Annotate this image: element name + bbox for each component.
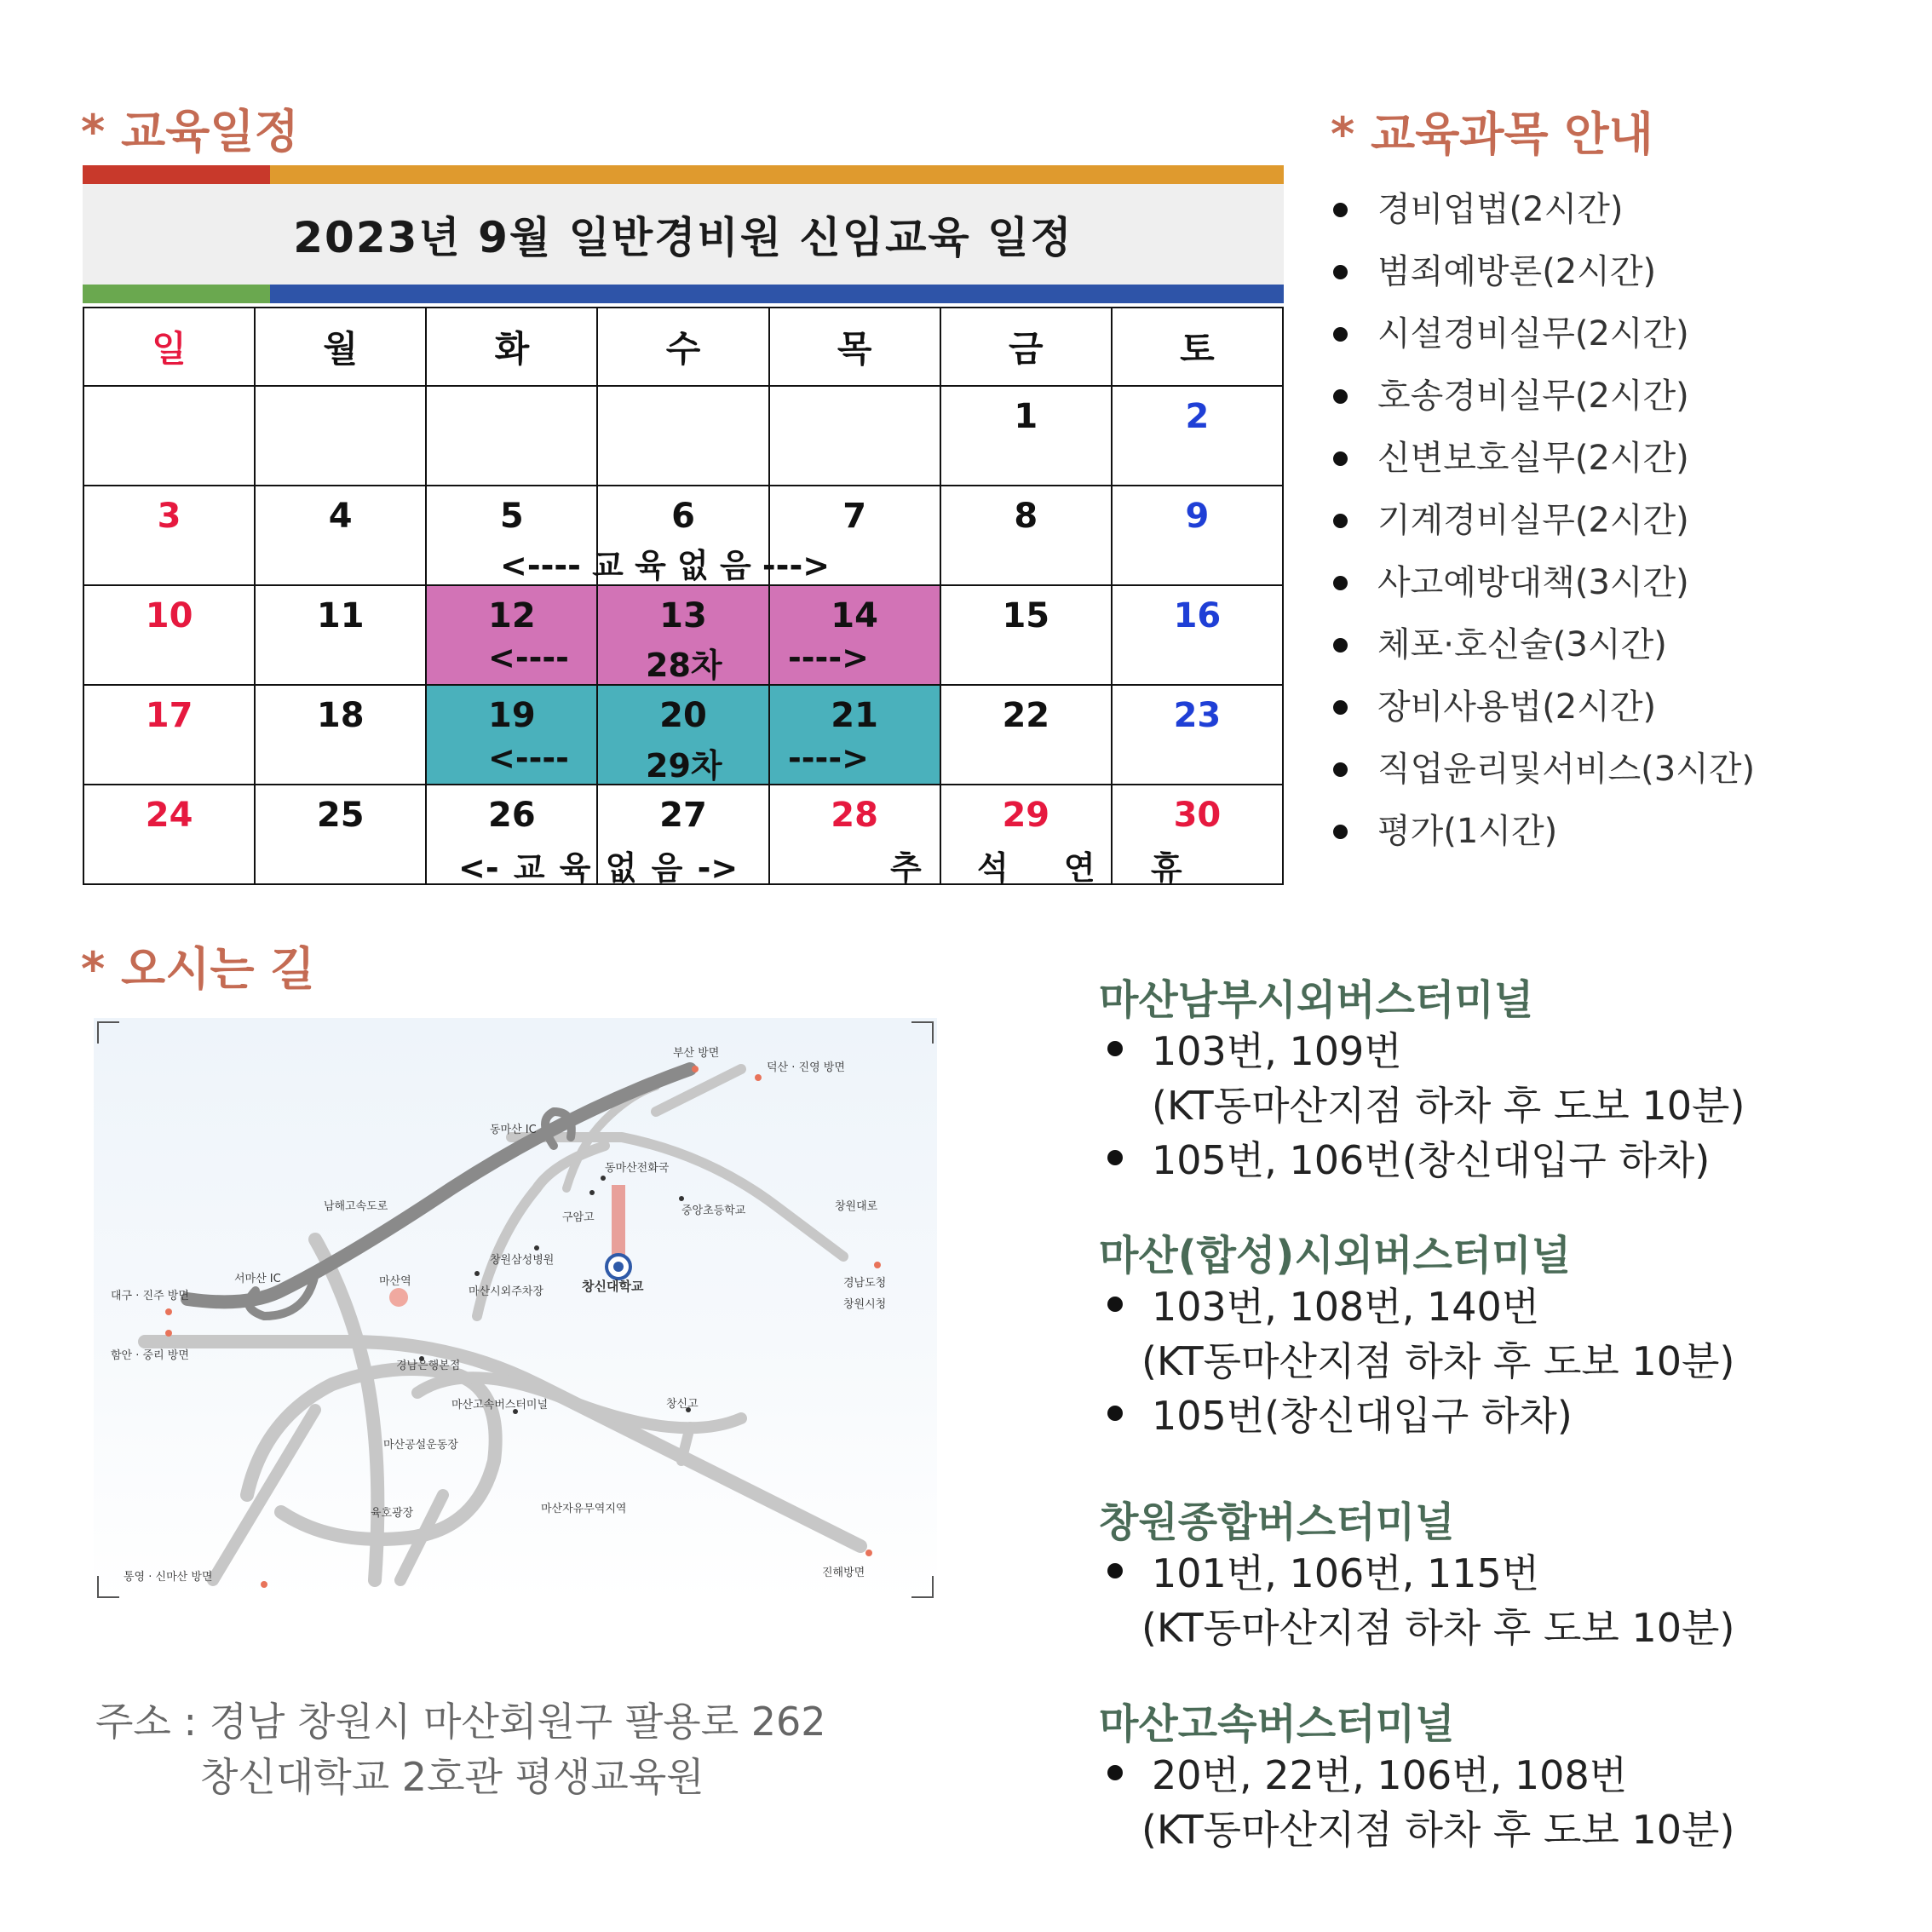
day-cell [1112,386,1283,486]
map-label: 덕산 · 진영 방면 [767,1061,845,1074]
session-29-arrow-right: ----> [788,739,869,777]
map-label: 마산공설운동장 [383,1439,458,1452]
map-label: 창신고 [666,1398,699,1411]
day-cell [1112,486,1283,585]
map-canvas [94,1018,937,1601]
day-cell [940,386,1112,486]
weekday-fri: 금 [940,308,1112,386]
terminal-title: 마산남부시외버스터미널 [1099,976,1534,1024]
day-number: 11 [316,596,365,635]
day-cell [769,386,940,486]
weekday-thu: 목 [769,308,940,386]
day-number: 3 [157,497,181,536]
map-label: 대구 · 진주 방면 [111,1290,189,1302]
bus-note: (KT동마산지점 하차 후 도보 10분) [1141,1605,1735,1651]
weekday-tue: 화 [426,308,597,386]
bus-lines: 101번, 106번, 115번 [1152,1550,1540,1596]
map-label: 서마산 IC [234,1273,281,1285]
day-number: 14 [831,596,878,635]
day-number: 18 [316,696,365,735]
calendar-top-bar [83,165,1284,184]
day-cell [83,486,255,585]
day-number: 1 [1014,397,1038,436]
subjects-heading: * 교육과목 안내 [1331,107,1653,161]
day-number: 9 [1185,497,1210,536]
map-label: 마산자유무역지역 [541,1503,627,1515]
day-cell [255,486,426,585]
day-number: 20 [659,696,707,735]
day-cell [940,486,1112,585]
day-cell [426,386,597,486]
day-number: 15 [1002,596,1050,635]
weekday-row [83,308,1283,386]
calendar-bottom-bar [83,285,1284,303]
map-label: 동마산전화국 [605,1162,670,1175]
subject-item: 호송경비실무(2시간) [1333,372,1755,434]
subject-item: 경비업법(2시간) [1333,186,1755,248]
map-label: 마산고속버스터미널 [451,1399,549,1412]
calendar-grid [83,307,1284,885]
session-28-label: 28차 [646,647,722,684]
weekday-sun: 일 [83,308,255,386]
day-number: 6 [671,497,695,536]
session-28-arrow-left: <---- [488,639,569,676]
day-cell [83,785,255,884]
map-label: 통영 · 신마산 방면 [124,1571,213,1584]
day-cell [83,585,255,685]
route-to-university [612,1185,625,1256]
map-label: 구암고 [562,1211,595,1224]
day-number: 28 [831,796,878,835]
subject-item: 직업윤리및서비스(3시간) [1333,745,1755,808]
day-number: 22 [1002,696,1050,735]
address-line-2: 창신대학교 2호관 평생교육원 [200,1754,704,1800]
bus-note: (KT동마산지점 하차 후 도보 10분) [1141,1807,1735,1853]
map-label: 창원삼성병원 [490,1254,555,1267]
day-cell [255,685,426,785]
map-label: 남해고속도로 [324,1200,388,1213]
day-number: 25 [316,796,365,835]
day-number: 24 [145,796,193,835]
day-number: 17 [145,696,193,735]
day-number: 13 [659,596,707,635]
subject-item: 장비사용법(2시간) [1333,683,1755,745]
day-cell [1112,585,1283,685]
terminal-title: 마산(합성)시외버스터미널 [1099,1232,1571,1279]
day-number: 7 [842,497,867,536]
day-number: 29 [1002,796,1050,835]
terminal-title: 마산고속버스터미널 [1099,1700,1455,1748]
day-number: 19 [488,696,536,735]
day-cell [255,785,426,884]
day-number: 30 [1173,796,1222,835]
address-line-1: 주소 : 경남 창원시 마산회원구 팔용로 262 [95,1699,826,1745]
weekday-wed: 수 [597,308,768,386]
bus-lines: 103번, 109번 [1152,1028,1402,1074]
day-cell [1112,685,1283,785]
session-29-arrow-left: <---- [488,739,569,777]
subjects-list [1333,186,1755,870]
no-class-note-week5: <- 교 육 없 음 -> [458,849,739,887]
chuseok-holiday-note: 추 석 연 휴 [890,849,1182,887]
no-class-note-week2: <---- 교 육 없 음 ---> [500,547,831,584]
bus-lines: 103번, 108번, 140번 [1152,1284,1540,1330]
session-28-arrow-right: ----> [788,639,869,676]
bus-note: (KT동마산지점 하차 후 도보 10분) [1141,1338,1735,1384]
day-number: 8 [1014,497,1038,536]
bullet-icon [1107,1041,1123,1056]
subject-item: 사고예방대책(3시간) [1333,559,1755,621]
subject-item: 체포·호신술(3시간) [1333,621,1755,683]
day-cell [83,685,255,785]
weekday-mon: 월 [255,308,426,386]
bus-lines: 105번(창신대입구 하차) [1152,1393,1573,1439]
map-label: 창원시청 [843,1298,887,1311]
map-label: 부산 방면 [673,1047,720,1060]
map-label: 마산역 [379,1275,411,1288]
weekday-sat: 토 [1112,308,1283,386]
day-number: 12 [488,596,536,635]
bullet-icon [1107,1297,1123,1312]
map-label: 창신대학교 [582,1279,644,1294]
map-label: 진해방면 [822,1567,865,1579]
bullet-icon [1107,1563,1123,1578]
masan-station-marker [389,1288,408,1307]
map-label: 경남도청 [843,1277,887,1290]
calendar-title: 2023년 9월 일반경비원 신임교육 일정 [83,184,1284,285]
subject-item: 평가(1시간) [1333,808,1755,870]
day-cell [940,585,1112,685]
bullet-icon [1107,1150,1123,1165]
bus-lines: 105번, 106번(창신대입구 하차) [1152,1137,1711,1183]
map-label: 함안 · 중리 방면 [111,1349,189,1362]
subject-item: 범죄예방론(2시간) [1333,248,1755,310]
subject-item: 신변보호실무(2시간) [1333,434,1755,497]
day-cell [255,585,426,685]
week-row-1 [83,386,1283,486]
subject-item: 기계경비실무(2시간) [1333,497,1755,559]
day-number: 5 [499,497,524,536]
day-number: 21 [831,696,878,735]
schedule-heading: * 교육일정 [81,105,299,158]
map-label: 중앙초등학교 [681,1205,746,1217]
directions-heading: * 오시는 길 [81,942,315,996]
bullet-icon [1107,1406,1123,1421]
session-29-label: 29차 [646,747,722,785]
day-cell [940,685,1112,785]
day-number: 4 [328,497,353,536]
bullet-icon [1107,1765,1123,1780]
map-label: 동마산 IC [490,1124,537,1136]
day-number: 10 [145,596,193,635]
bus-note: (KT동마산지점 하차 후 도보 10분) [1152,1083,1745,1129]
location-map [94,1018,937,1601]
bus-lines: 20번, 22번, 106번, 108번 [1152,1752,1628,1798]
day-number: 26 [488,796,536,835]
day-number: 16 [1173,596,1222,635]
day-cell [597,386,768,486]
subject-item: 시설경비실무(2시간) [1333,310,1755,372]
map-label: 육호광장 [371,1507,414,1520]
day-number: 23 [1173,696,1222,735]
map-label: 창원대로 [835,1200,878,1213]
day-cell [255,386,426,486]
day-number: 27 [659,796,707,835]
day-cell [83,386,255,486]
terminal-title: 창원종합버스터미널 [1099,1498,1455,1546]
day-number: 2 [1185,397,1210,436]
map-label: 경남은행본점 [396,1360,461,1372]
map-label: 마산시외주차장 [469,1285,543,1298]
